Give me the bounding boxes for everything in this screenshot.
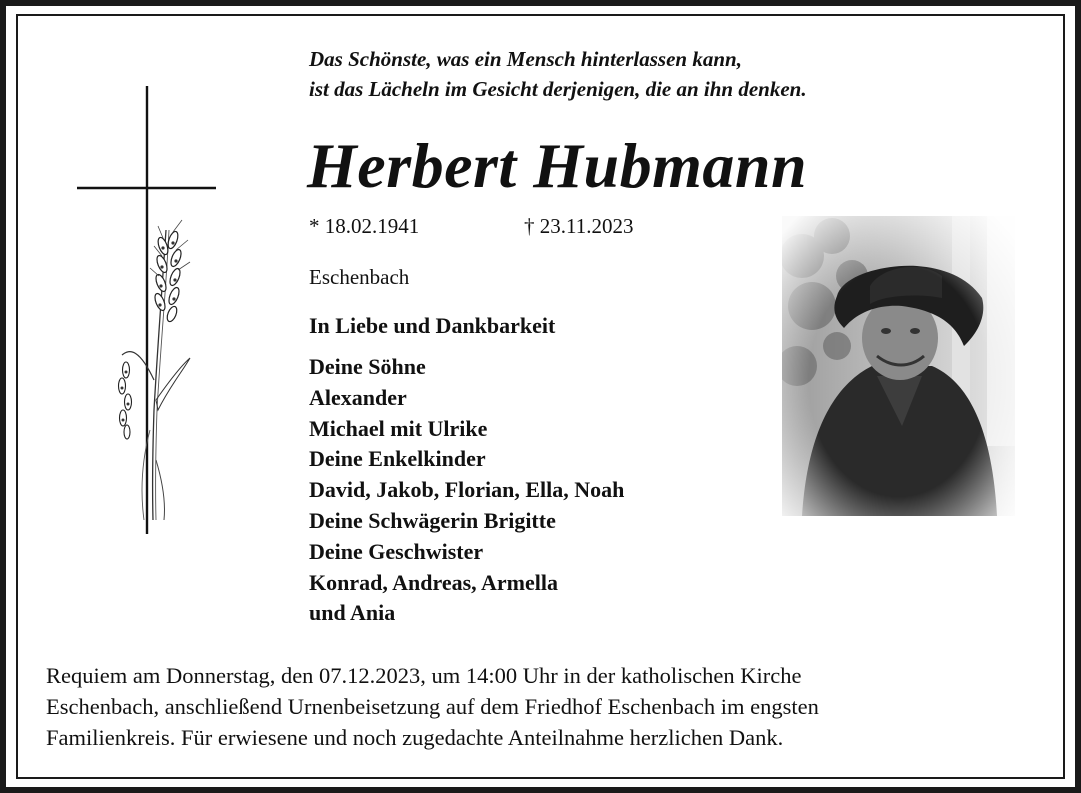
- mourner-line: Deine Geschwister: [309, 538, 484, 564]
- mourner-line: David, Jakob, Florian, Ella, Noah: [309, 477, 625, 503]
- mourner-line: Alexander: [309, 384, 407, 410]
- footer-line: Requiem am Donnerstag, den 07.12.2023, um 14:00 Uhr in der katholischen Kirche: [46, 663, 802, 688]
- hometown: Eschenbach: [309, 265, 410, 289]
- mourner-line: Deine Söhne: [309, 354, 426, 379]
- mourner-line: Michael mit Ulrike: [309, 415, 488, 441]
- mourner-line: Deine Enkelkinder: [309, 446, 486, 472]
- mourner-line: Deine Schwägerin Brigitte: [309, 507, 556, 533]
- mourners-heading: In Liebe und Dankbarkeit: [309, 313, 556, 338]
- memorial-quote: [309, 44, 807, 104]
- cross-with-wheat-icon: [70, 80, 220, 545]
- footer-line: Familienkreis. Für erwiesene und noch zugedachte Anteilnahme herzlichen Dank.: [46, 725, 784, 750]
- mourners-list: [309, 352, 624, 629]
- service-information: [46, 660, 1046, 753]
- quote-line-2: ist das Lächeln im Gesicht derjenigen, die an ihn denken.: [309, 77, 807, 101]
- deceased-name: Herbert Hubmann: [307, 130, 808, 201]
- birth-date: * 18.02.1941: [309, 214, 420, 238]
- mourner-line: Konrad, Andreas, Armella: [309, 569, 558, 595]
- footer-line: Eschenbach, anschließend Urnenbeisetzung auf dem Friedhof Eschenbach im engsten: [46, 694, 819, 719]
- death-date: † 23.11.2023: [524, 214, 634, 238]
- portrait-photo: [782, 216, 1015, 516]
- mourner-line: und Ania: [309, 600, 396, 626]
- quote-line-1: Das Schönste, was ein Mensch hinterlassen kann,: [309, 47, 742, 71]
